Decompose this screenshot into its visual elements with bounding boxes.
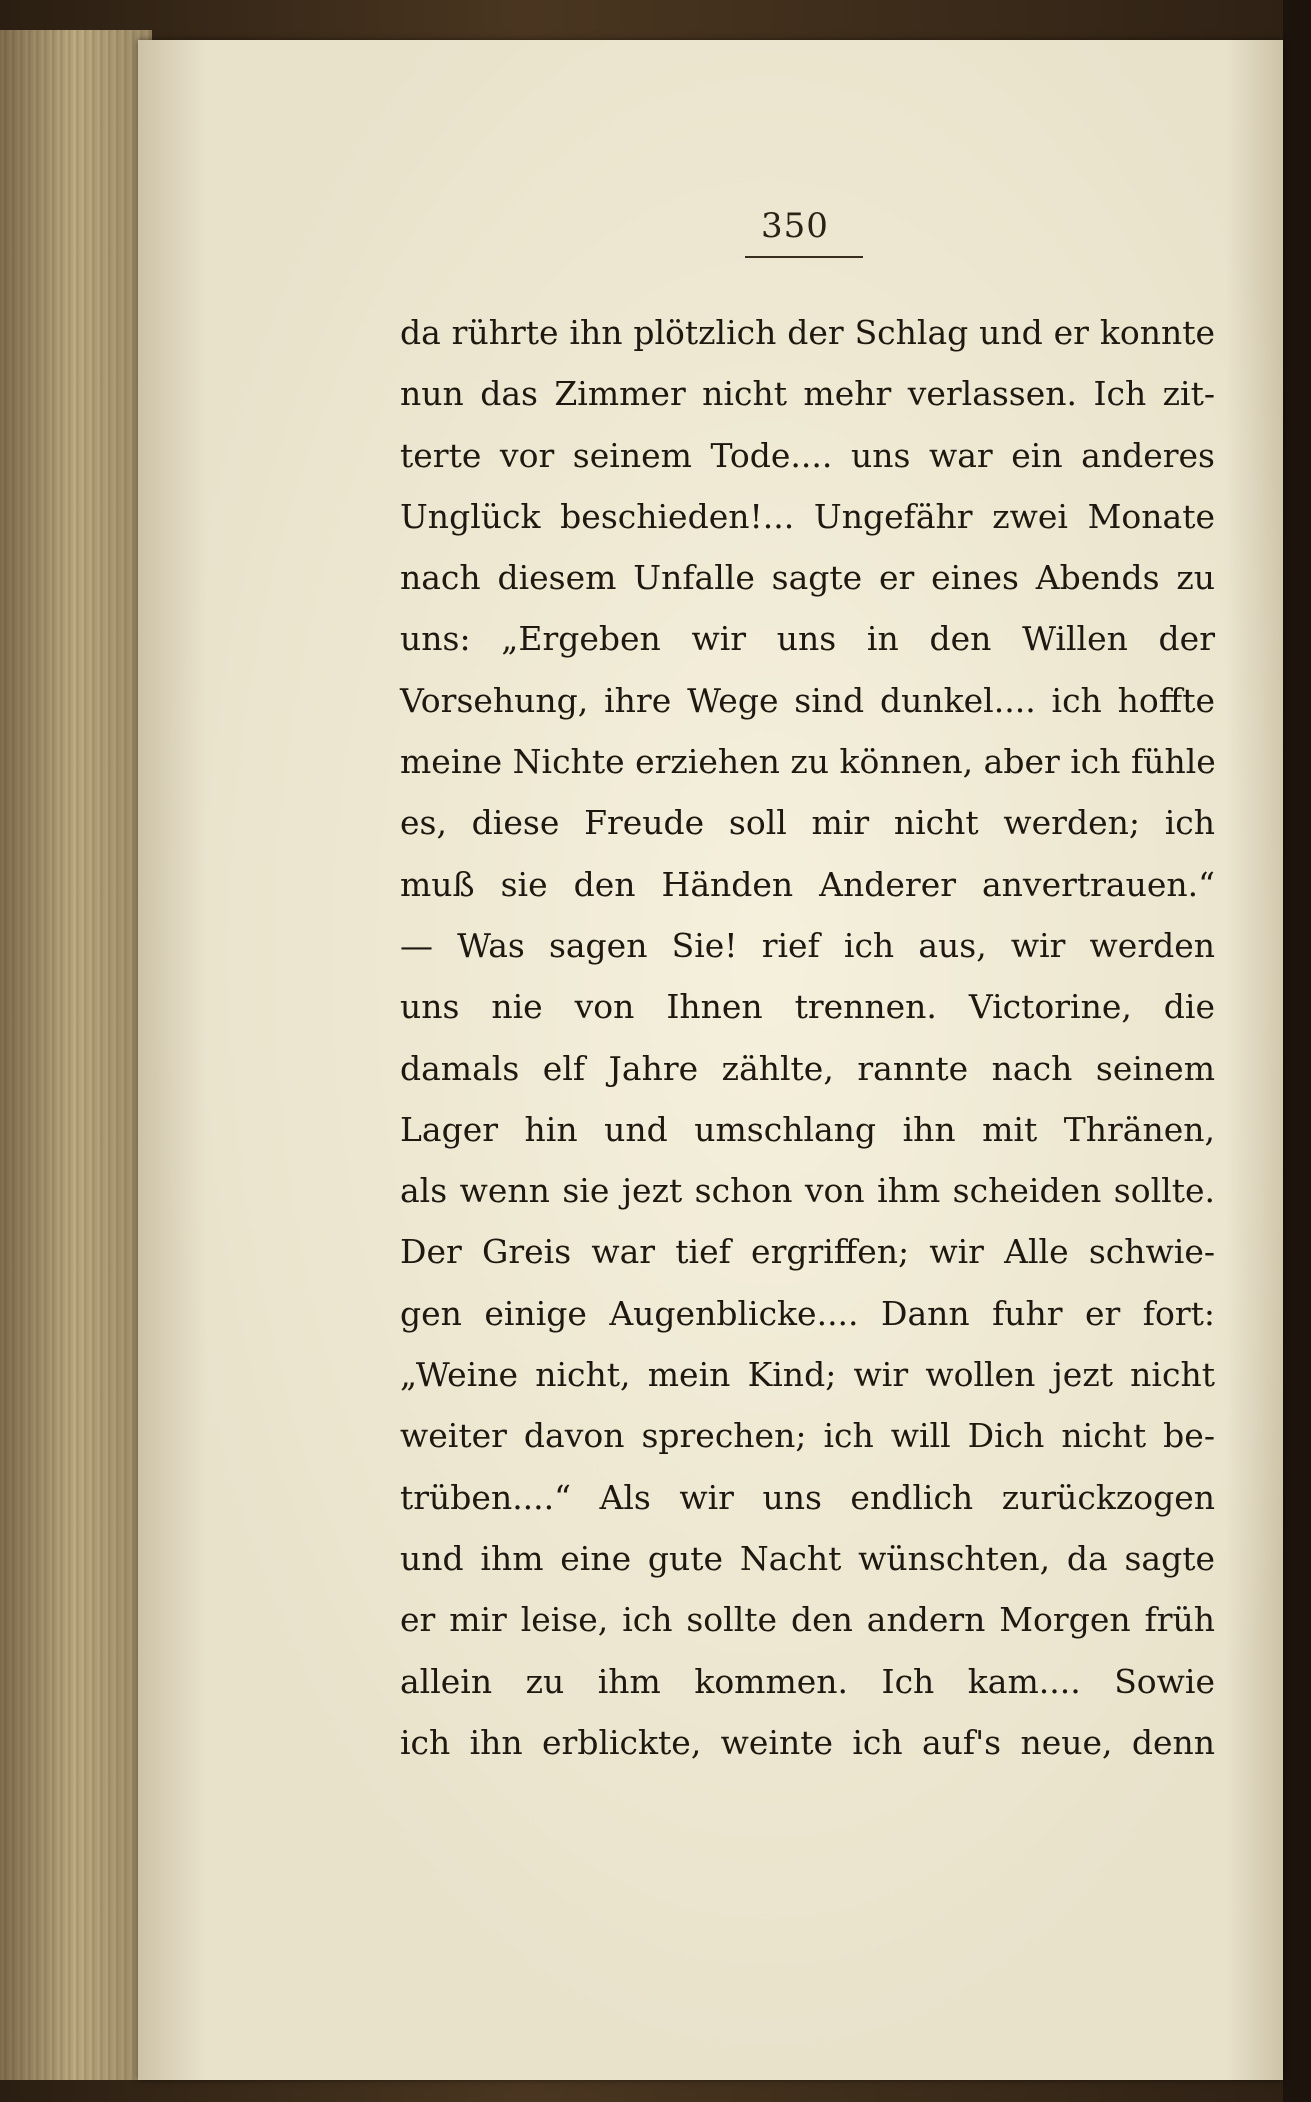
text-line: muß sie den Händen Anderer anvertrauen.“ (400, 864, 1215, 904)
page-number: 350 (761, 206, 829, 246)
text-line: er mir leise, ich sollte den andern Morgen früh (400, 1600, 1215, 1640)
text-line: ich ihn erblickte, weinte ich auf's neue, denn (400, 1722, 1215, 1762)
text-line: terte vor seinem Tode.... uns war ein anderes (400, 435, 1215, 475)
text-line: gen einige Augenblicke.... Dann fuhr er fort: (400, 1293, 1215, 1333)
text-line: Der Greis war tief ergriffen; wir Alle schwie- (400, 1232, 1215, 1272)
text-line: da rührte ihn plötzlich der Schlag und er konnte (400, 313, 1215, 352)
text-line: als wenn sie jezt schon von ihm scheiden sollte. (400, 1171, 1215, 1211)
page-number-rule (745, 256, 863, 258)
text-line: weiter davon sprechen; ich will Dich nicht be- (400, 1416, 1215, 1456)
text-line: es, diese Freude soll mir nicht werden; ich (400, 803, 1215, 843)
text-line: Lager hin und umschlang ihn mit Thränen, (400, 1109, 1215, 1149)
text-line: — Was sagen Sie! rief ich aus, wir werden (400, 925, 1215, 965)
text-line: Vorsehung, ihre Wege sind dunkel.... ich hoffte (400, 680, 1215, 720)
text-line: „Weine nicht, mein Kind; wir wollen jezt nicht (400, 1355, 1215, 1395)
text-line: trüben....“ Als wir uns endlich zurückzogen (400, 1477, 1215, 1517)
text-line: nach diesem Unfalle sagte er eines Abends zu (400, 558, 1215, 598)
text-line: meine Nichte erziehen zu können, aber ich fühle (400, 742, 1216, 782)
binding-shadow (1283, 0, 1311, 2102)
text-line: uns: „Ergeben wir uns in den Willen der (400, 619, 1215, 659)
book-edge-shadow (0, 30, 150, 2080)
text-line: uns nie von Ihnen trennen. Victorine, die (400, 987, 1215, 1027)
text-line: allein zu ihm kommen. Ich kam.... Sowie (400, 1661, 1215, 1701)
body-text (400, 302, 1215, 1773)
text-line: damals elf Jahre zählte, rannte nach seinem (400, 1048, 1215, 1088)
text-line: und ihm eine gute Nacht wünschten, da sagte (400, 1538, 1215, 1578)
text-line: Unglück beschieden!... Ungefähr zwei Monate (400, 496, 1215, 536)
text-line: nun das Zimmer nicht mehr verlassen. Ich zit- (400, 374, 1215, 414)
